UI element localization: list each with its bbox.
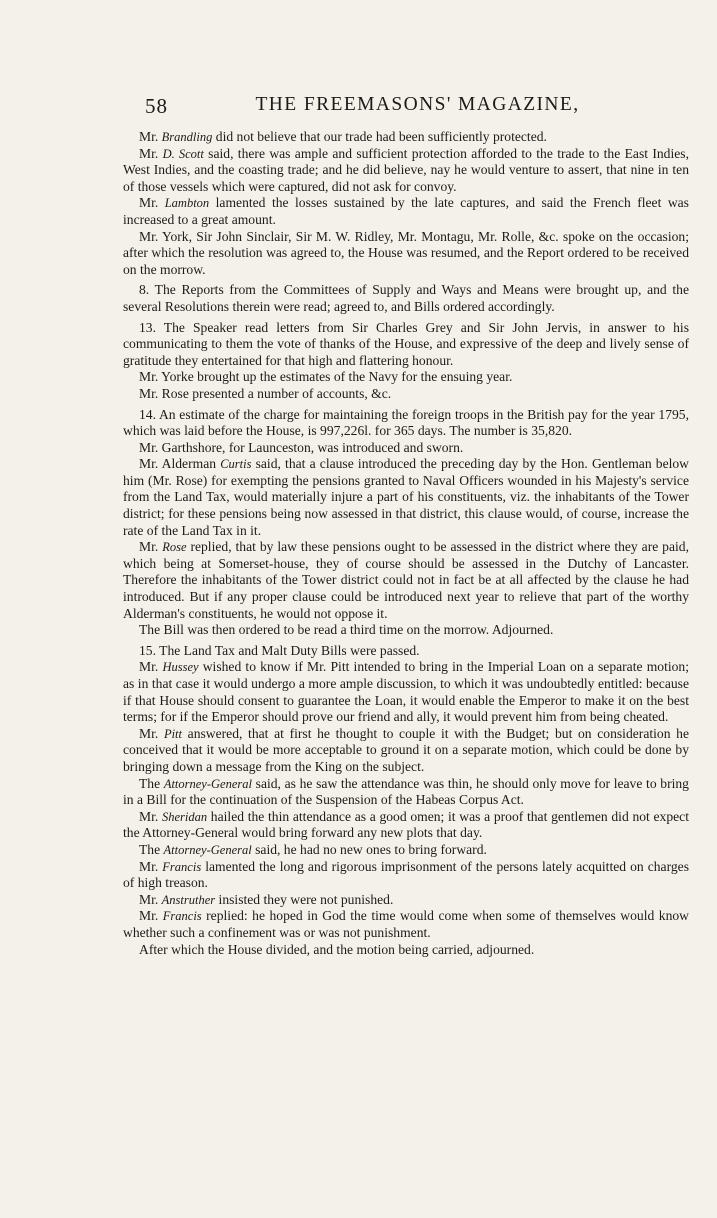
text-run: The [139, 775, 164, 791]
text-run: said, there was ample and sufficient protection afforded to the trade to the East Indies, West Indies, and the coasting trade; and he did believe, nay he would venture to assert, that nine in ten of those vessels which were captured, did not ask for convoy. [123, 145, 689, 194]
paragraph [123, 456, 689, 539]
text-run: 13. The Speaker read letters from Sir Charles Grey and Sir John Jervis, in answer to his communicating to them the vote of thanks of the House, and expressive of the deep and lively sense of gratitude they entertained for that high and flattering honour. [123, 319, 689, 368]
speaker-name: Curtis [220, 457, 252, 472]
paragraph [123, 229, 689, 279]
text-run: replied, that by law these pensions ought to be assessed in the district where they are paid, which being at Somerset-house, they of course should be assessed in the Dutchy of Lancaster. Therefore the inhabitants of the Tower district could not in fact be at all affected by the clause he had introduced. But if any proper clause could be introduced next year to relieve that part of the worthy Alderman's constituents, he would not oppose it. [123, 539, 689, 621]
text-run: The [139, 841, 164, 857]
paragraph [123, 146, 689, 196]
text-run: Mr. Alderman [139, 456, 221, 472]
text-run: wished to know if Mr. Pitt intended to bring in the Imperial Loan on a separate motion; as in that case it would undergo a more ample discussion, to which it was undoubtedly entitled: because if that House should consent to guarantee the Loan, it would enable the Emperor to make it on the best terms; for if the Emperor should prove our friend and ally, it would prevent him from being cheated. [123, 659, 690, 725]
text-run: Mr. Garthshore, for Launceston, was introduced and sworn. [139, 439, 464, 455]
speaker-name: Francis [162, 859, 202, 874]
paragraph [123, 539, 689, 622]
text-run: Mr. [139, 129, 162, 144]
text-run: Mr. [139, 808, 162, 824]
paragraph [123, 859, 689, 892]
speaker-name: Lambton [164, 196, 210, 211]
speaker-name: Attorney-General [163, 776, 252, 791]
speaker-name: Francis [162, 909, 202, 924]
paragraph [123, 369, 689, 386]
text-run: Mr. [139, 725, 164, 741]
text-run: lamented the long and rigorous imprisonment of the persons lately acquitted on charges of high treason. [123, 858, 689, 891]
paragraph [123, 892, 689, 909]
speaker-name: Pitt [163, 726, 182, 741]
speaker-name: D. Scott [162, 146, 204, 161]
paragraph [123, 726, 689, 776]
text-run: lamented the losses sustained by the late captures, and said the French fleet was increased to a great amount. [123, 195, 689, 227]
speaker-name: Brandling [161, 130, 213, 144]
paragraph [123, 842, 689, 859]
text-run: Mr. [139, 891, 162, 907]
text-run: said, that a clause introduced the preceding day by the Hon. Gentleman below him (Mr. Rose) for exempting the pensions granted to Naval Officers wounded in his Majesty's service from the Land Tax, would materially injure a part of his constituents, viz. the inhabitants of the Tower district; for these pensions being now assessed in that district, this clause would, of course, increase the rate of the Land Tax in it. [123, 456, 689, 538]
text-run: 15. The Land Tax and Malt Duty Bills were passed. [139, 642, 420, 658]
speaker-name: Rose [162, 540, 187, 555]
paragraph [123, 659, 689, 725]
text-run: Mr. [139, 858, 163, 874]
text-run: Mr. [139, 659, 163, 675]
text-run: Mr. [139, 145, 163, 161]
text-run: Mr. Yorke brought up the estimates of the Navy for the ensuing year. [139, 369, 513, 385]
text-run: After which the House divided, and the motion being carried, adjourned. [139, 941, 535, 957]
text-run: hailed the thin attendance as a good omen; it was a proof that gentlemen did not expect the Attorney-General would bring forward any new plots that day. [123, 808, 689, 841]
paragraph [123, 942, 689, 959]
running-title: THE FREEMASONS' MAGAZINE, [255, 94, 580, 115]
page-number: 58 [145, 94, 168, 118]
paragraph [123, 195, 689, 228]
paragraph [123, 407, 689, 440]
text-run: Mr. [139, 195, 165, 211]
body-text [123, 129, 689, 958]
text-run: answered, that at first he thought to couple it with the Budget; but on consideration he conceived that it would be more acceptable to ground it on a separate motion, which could be done by bringing down a message from the King on the subject. [123, 725, 689, 774]
text-run: 8. The Reports from the Committees of Supply and Ways and Means were brought up, and the several Resolutions therein were read; agreed to, and Bills ordered accordingly. [123, 282, 689, 314]
text-run: Mr. [139, 539, 163, 555]
paragraph [123, 776, 689, 809]
text-run: insisted they were not punished. [215, 891, 394, 907]
paragraph [123, 622, 689, 639]
page-header [145, 92, 690, 122]
speaker-name: Hussey [162, 660, 199, 675]
text-run: said, as he saw the attendance was thin, he should only move for leave to bring in a Bill for the continuation of the Suspension of the Habeas Corpus Act. [123, 775, 689, 808]
paragraph [123, 282, 689, 315]
paragraph [123, 643, 689, 660]
text-run: replied: he hoped in God the time would come when some of themselves would know whether such a confinement was or was not punishment. [123, 908, 689, 940]
paragraph [123, 908, 689, 941]
speaker-name: Attorney-General [163, 842, 252, 857]
text-run: Mr. Rose presented a number of accounts, &c. [139, 385, 392, 401]
paragraph [123, 440, 689, 457]
paragraph [123, 320, 689, 370]
text-run: 14. An estimate of the charge for maintaining the foreign troops in the British pay for the year 1795, which was laid before the House, is 997,226l. for 365 days. The number is 35,820. [123, 406, 689, 439]
text-run: Mr. York, Sir John Sinclair, Sir M. W. Ridley, Mr. Montagu, Mr. Rolle, &c. spoke on the occasion; after which the resolution was agreed to, the House was resumed, and the Report ordered to be received on the morrow. [123, 228, 689, 277]
paragraph [123, 129, 689, 146]
paragraph [123, 809, 689, 842]
paragraph [123, 386, 689, 403]
text-run: said, he had no new ones to bring forward. [251, 841, 487, 857]
text-run: Mr. [139, 908, 163, 924]
text-run: The Bill was then ordered to be read a third time on the morrow. Adjourned. [139, 622, 554, 638]
speaker-name: Anstruther [161, 892, 216, 907]
text-run: did not believe that our trade had been sufficiently protected. [212, 129, 547, 144]
speaker-name: Sheridan [161, 809, 208, 824]
